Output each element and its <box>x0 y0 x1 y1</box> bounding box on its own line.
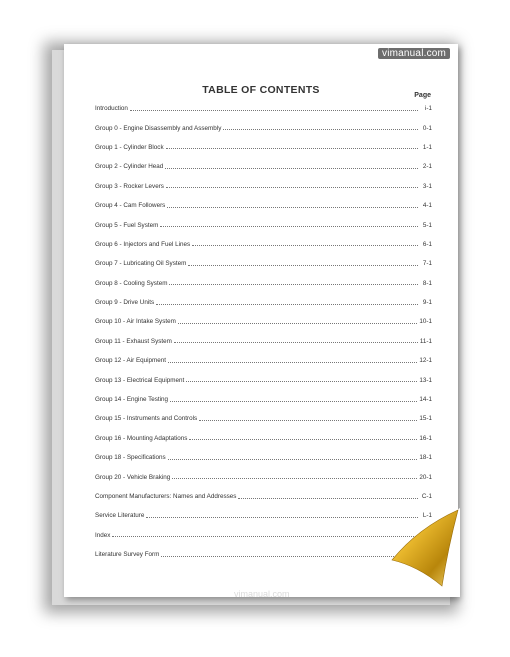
toc-entry-page: 15-1 <box>419 415 432 423</box>
toc-leader-dots <box>156 299 418 305</box>
toc-leader-dots <box>165 163 418 169</box>
toc-entry-label: Group 13 - Electrical Equipment <box>95 376 185 384</box>
toc-entry-label: Group 8 - Cooling System <box>95 279 168 287</box>
toc-entry-label: Group 9 - Drive Units <box>95 299 155 307</box>
toc-entry-label: Group 18 - Specifications <box>95 454 166 462</box>
toc-entry-page: 20-1 <box>419 473 432 481</box>
toc-entry-label: Group 10 - Air Intake System <box>95 318 176 326</box>
toc-leader-dots <box>188 260 418 266</box>
toc-leader-dots <box>199 415 417 421</box>
toc-entry <box>95 429 432 448</box>
toc-leader-dots <box>192 240 418 246</box>
toc-entry <box>95 332 432 351</box>
toc-leader-dots <box>166 143 418 149</box>
toc-entry <box>95 409 432 428</box>
toc-entry <box>95 370 432 389</box>
toc-entry-label: Group 11 - Exhaust System <box>95 337 172 345</box>
toc-entry-page: C-1 <box>421 493 432 500</box>
toc-entry-label: Group 12 - Air Equipment <box>95 357 167 365</box>
toc-entry <box>95 177 432 196</box>
toc-leader-dots <box>223 124 418 130</box>
toc-entry <box>95 351 432 370</box>
toc-entry-page: L-1 <box>422 512 432 520</box>
toc-entry-page: 4-1 <box>422 202 432 210</box>
toc-entry-page: 10-1 <box>419 318 432 326</box>
toc-entry-page: 1-1 <box>422 143 432 151</box>
toc-leader-dots <box>189 434 417 440</box>
page-curl-icon <box>388 508 460 597</box>
toc-entry-page: 11-1 <box>419 337 432 345</box>
toc-leader-dots <box>170 396 417 402</box>
toc-entry <box>95 293 432 312</box>
toc-entry-label: Introduction <box>95 105 128 113</box>
toc-entry <box>95 138 432 157</box>
toc-leader-dots <box>169 279 418 285</box>
toc-entry-page: 8-1 <box>422 279 432 287</box>
toc-entry-label: Group 15 - Instruments and Controls <box>95 415 198 423</box>
toc-entry-page: 3-1 <box>422 182 432 190</box>
toc-entry-page: 16-1 <box>419 434 432 442</box>
toc-entry-label: Group 3 - Rocker Levers <box>95 182 164 190</box>
toc-entry <box>95 118 432 137</box>
toc-entry-label: Literature Survey Form <box>95 551 160 559</box>
watermark-label: vimanual.com <box>378 48 450 59</box>
toc-entry-page: 14-1 <box>419 396 432 404</box>
toc-entry-label: Group 4 - Cam Followers <box>95 202 166 210</box>
toc-entry-page: 9-1 <box>422 299 432 307</box>
toc-leader-dots <box>168 357 417 363</box>
toc-entry-page: 2-1 <box>422 163 432 171</box>
toc-leader-dots <box>174 337 418 343</box>
toc-entry-label: Group 5 - Fuel System <box>95 221 159 229</box>
toc-leader-dots <box>172 473 417 479</box>
toc-entry-page: 5-1 <box>422 221 432 229</box>
toc-entry-label: Group 14 - Engine Testing <box>95 396 169 404</box>
toc-entry-label: Group 1 - Cylinder Block <box>95 143 164 151</box>
toc-entry <box>95 99 432 118</box>
toc-entry-label: Group 6 - Injectors and Fuel Lines <box>95 240 191 248</box>
toc-entry <box>95 235 432 254</box>
toc-entry <box>95 506 432 525</box>
toc-entry <box>95 448 432 467</box>
toc-entry-page: 0-1 <box>422 124 432 132</box>
toc-entry <box>95 390 432 409</box>
toc-entry-label: Service Literature <box>95 512 145 520</box>
toc-entry <box>95 312 432 331</box>
toc-leader-dots <box>186 376 417 382</box>
toc-entry-page: i-1 <box>425 105 432 113</box>
toc-entry-label: Group 16 - Mounting Adaptations <box>95 434 188 442</box>
toc-entry-page: 13-1 <box>419 376 432 384</box>
toc-leader-dots <box>161 551 418 557</box>
toc-entry-page: 6-1 <box>422 240 432 248</box>
toc-entry-label: Group 0 - Engine Disassembly and Assembly <box>95 124 222 132</box>
toc-leader-dots <box>178 318 418 324</box>
toc-leader-dots <box>160 221 418 227</box>
toc-leader-dots <box>146 512 418 518</box>
toc-entry <box>95 157 432 176</box>
toc-leader-dots <box>130 105 418 111</box>
toc-leader-dots <box>167 202 418 208</box>
toc-entry-label: Component Manufacturers: Names and Addresses <box>95 493 237 500</box>
toc-entry <box>95 274 432 293</box>
toc-entry <box>95 196 432 215</box>
toc-entry <box>95 215 432 234</box>
toc-entry-label: Index <box>95 531 111 539</box>
toc-entry-label: Group 7 - Lubricating Oil System <box>95 260 187 268</box>
toc-entry <box>95 467 432 486</box>
watermark-faint: vimanual.com <box>234 589 290 599</box>
toc-entry <box>95 545 432 564</box>
page-column-header: Page <box>414 92 431 99</box>
document-title: TABLE OF CONTENTS <box>202 84 320 96</box>
toc-leader-dots <box>112 531 418 537</box>
toc-entry-page: 7-1 <box>422 260 432 268</box>
toc-entry <box>95 526 432 545</box>
toc-entry <box>95 254 432 273</box>
toc-entry-page: 18-1 <box>419 454 432 462</box>
toc-entry-label: Group 2 - Cylinder Head <box>95 163 164 171</box>
toc-entry <box>95 487 432 506</box>
toc-leader-dots <box>166 182 418 188</box>
toc-list <box>95 99 432 564</box>
toc-leader-dots <box>168 454 418 460</box>
toc-entry-label: Group 20 - Vehicle Braking <box>95 473 171 481</box>
toc-entry-page: 12-1 <box>419 357 432 365</box>
toc-leader-dots <box>238 493 418 499</box>
